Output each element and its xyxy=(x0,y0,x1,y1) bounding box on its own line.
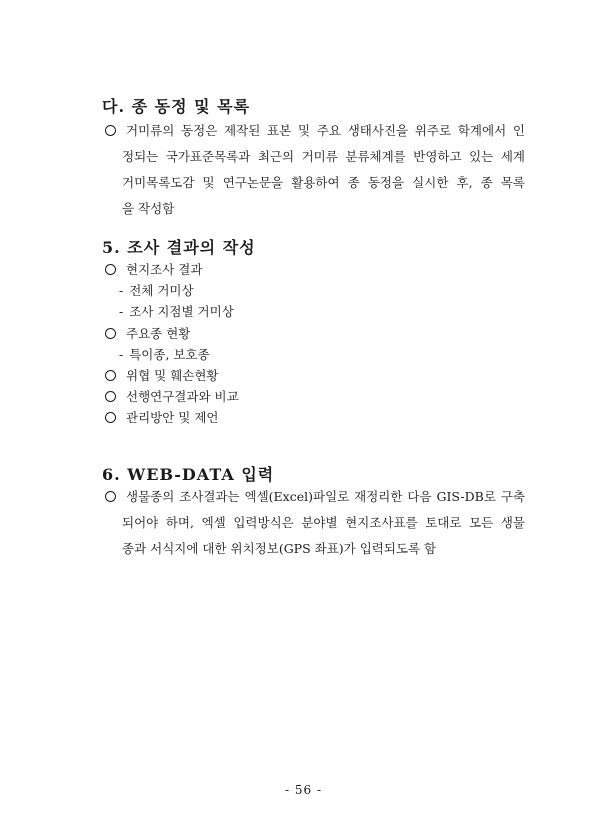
section-6-title: 6. WEB-DATA 입력 xyxy=(102,465,275,484)
section-d-paragraph xyxy=(105,118,525,222)
paragraph-line: 되어야 하며, 엑셀 입력방식은 분야별 현지조사표를 토대로 모든 생물 xyxy=(122,515,525,530)
list-subitem: - 특이종, 보호종 xyxy=(119,346,210,362)
page-number: - 56 - xyxy=(284,783,322,797)
list-item: 위협 및 훼손현황 xyxy=(105,365,239,386)
list-subitem: - 전체 거미상 xyxy=(119,283,194,299)
circle-bullet-icon xyxy=(105,328,116,339)
paragraph-line: 생물종의 조사결과는 엑셀(Excel)파일로 재정리한 다음 GIS-DB로 구축 xyxy=(105,484,525,510)
list-item: 관리방안 및 제언 xyxy=(105,407,239,428)
section-5-list xyxy=(105,259,239,429)
list-item: 주요종 현황 xyxy=(105,323,239,344)
circle-bullet-icon xyxy=(105,412,116,423)
list-item: 선행연구결과와 비교 xyxy=(105,386,239,407)
circle-bullet-icon xyxy=(105,491,116,502)
circle-bullet-icon xyxy=(105,391,116,402)
paragraph-line: 정되는 국가표준목록과 최근의 거미류 분류체계를 반영하고 있는 세계 xyxy=(122,149,525,164)
section-d-title: 다. 종 동정 및 목록 xyxy=(102,97,251,116)
section-5-title: 5. 조사 결과의 작성 xyxy=(102,238,256,257)
dash-bullet-icon: - xyxy=(119,283,124,299)
circle-bullet-icon xyxy=(105,125,116,136)
dash-bullet-icon: - xyxy=(119,304,124,320)
dash-bullet-icon: - xyxy=(119,346,124,362)
paragraph-line: 거미목록도감 및 연구논문을 활용하여 종 동정을 실시한 후, 종 목록 xyxy=(122,175,525,190)
paragraph-line: 거미류의 동정은 제작된 표본 및 주요 생태사진을 위주로 학계에서 인 xyxy=(105,118,525,144)
list-item: 현지조사 결과 xyxy=(105,259,239,280)
circle-bullet-icon xyxy=(105,264,116,275)
section-6-paragraph xyxy=(105,484,525,562)
list-subitem: - 조사 지점별 거미상 xyxy=(119,304,234,320)
circle-bullet-icon xyxy=(105,370,116,381)
paragraph-line: 을 작성함 xyxy=(122,201,175,216)
paragraph-line: 종과 서식지에 대한 위치정보(GPS 좌표)가 입력되도록 함 xyxy=(122,541,437,556)
